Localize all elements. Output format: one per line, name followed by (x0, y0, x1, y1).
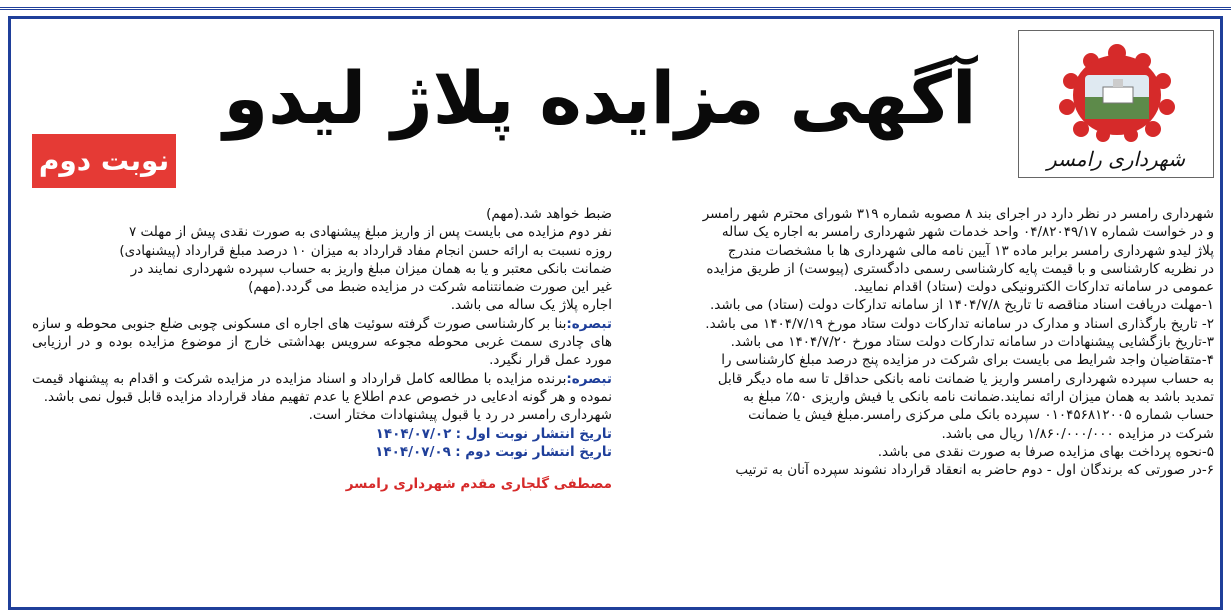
note-text: بنا بر کارشناسی صورت گرفته سوئیت های اجاره ای مسکونی چوبی ضلع جنوبی محوطه و سازه های چادری سمت غربی محوطه مجوعه سرویس بهداشتی خارج از موضوع مزایده بوده و در ارزیابی مورد عمل قرار نگیرد. (32, 315, 612, 369)
rights-statement: شهرداری رامسر در رد یا قبول پیشنهادات مختار است. (308, 407, 612, 424)
status-badge: نوبت دوم (32, 134, 176, 188)
note-label: تبصره: (566, 315, 612, 332)
text-line: اجاره پلاژ یک ساله می باشد. (450, 297, 612, 314)
text-line: نفر دوم مزایده می بایست پس از واریز مبلغ پیشنهادی به صورت نقدی پیش از مهلت ۷ (128, 224, 612, 241)
text-line: تمدید باشد به همان میزان ارائه نمایند.ضمانت نامه بانکی یا فیش واریزی ۵۰٪ مبلغ به (742, 388, 1214, 405)
note-paragraph (32, 315, 612, 370)
signer-name: مصطفی گلجاری مقدم شهرداری رامسر (345, 476, 612, 493)
logo-text: شهرداری رامسر (1047, 147, 1185, 171)
text-line: ۱-مهلت دریافت اسناد مناقصه تا تاریخ ۱۴۰۴/۷/۸ از سامانه تدارکات دولت (ستاد) می باشد. (709, 297, 1214, 314)
text-line: ۴-متقاضیان واجد شرایط می بایست برای شرکت در مزایده پنج درصد مبلغ کارشناسی را (721, 352, 1214, 369)
text-line: ضمانت بانکی معتبر و یا به همان میزان مبلغ واریز به حساب سپرده شهرداری نمایند در (130, 260, 612, 277)
text-line: شرکت در مزایده ۱/۸۶۰/۰۰۰/۰۰۰ ریال می باشد. (941, 425, 1214, 442)
text-line: به حساب سپرده شهرداری رامسر واریز یا ضمانت نامه بانکی حداقل تا سه ماه دیگر قابل (717, 370, 1214, 387)
top-border (0, 0, 1231, 10)
page-title: آگهی مزایده پلاژ لیدو (223, 56, 977, 140)
text-line: در نظریه کارشناسی و با قیمت پایه کارشناسی رسمی دادگستری (پیوست) از طریق مزایده (706, 260, 1214, 277)
publish-date: ۱۴۰۴/۰۷/۰۹ (375, 443, 451, 460)
note-paragraph (32, 370, 612, 407)
note-label: تبصره: (566, 370, 612, 387)
publish-label: تاریخ انتشار نوبت اول : (455, 425, 612, 442)
logo-emblem-icon (1019, 31, 1215, 151)
text-line: و در خواست شماره ۰۴/۸۲۰۴۹/۱۷ واحد خدمات شهر شهرداری رامسر به اجاره یک ساله (721, 224, 1214, 241)
text-line: ضبط خواهد شد.(مهم) (486, 206, 612, 222)
publish-date: ۱۴۰۴/۰۷/۰۲ (375, 425, 452, 442)
text-line: ۵-نحوه پرداخت بهای مزایده صرفا به صورت نقدی می باشد. (877, 443, 1214, 460)
text-line: حساب شماره ۰۱۰۴۵۶۸۱۲۰۰۵ سپرده بانک ملی مرکزی رامسر.مبلغ فیش یا ضمانت (748, 407, 1214, 424)
publish-date-first (32, 425, 612, 443)
text-line: ۳-تاریخ بازگشایی پیشنهادات در سامانه تدارکات دولت ستاد مورخ ۱۴۰۴/۷/۲۰ می باشد. (730, 334, 1214, 351)
text-line: عمومی در سامانه تدارکات الکترونیکی دولت (ستاد) اقدام نمایید. (853, 279, 1214, 296)
text-line: ۲- تاریخ بارگذاری اسناد و مدارک در سامانه تدارکات دولت ستاد مورخ ۱۴۰۴/۷/۱۹ می باشد. (705, 315, 1214, 332)
publish-date-second (32, 443, 612, 461)
right-column (628, 205, 1214, 479)
text-line: شهرداری رامسر در نظر دارد در اجرای بند ۸ مصوبه شماره ۳۱۹ شورای محترم شهر رامسر (702, 206, 1214, 222)
text-line: غیر این صورت ضمانتنامه شرکت در مزایده ضبط می گردد.(مهم) (248, 279, 612, 296)
municipality-logo (1018, 30, 1214, 178)
text-line: ۶-در صورتی که برندگان اول - دوم حاضر به انعقاد قرارداد نشوند سپرده آنان به ترتیب (735, 462, 1214, 479)
text-line: روزه نسبت به ارائه حسن انجام مفاد قرارداد به میزان ۱۰ درصد مبلغ قرارداد (پیشنهادی) (119, 242, 612, 259)
left-column (32, 205, 612, 493)
text-line: پلاژ لیدو شهرداری رامسر برابر ماده ۱۳ آیین نامه مالی شهرداری ها با مشخصات مندرج (727, 242, 1214, 259)
note-text: برنده مزایده با مطالعه کامل قرارداد و اسناد مزایده در مزایده شرکت و اقدام به پیشنهاد قیمت نموده و هر گونه ادعایی در خصوص عدم اطلاع یا عدم تفهیم مفاد قرارداد مزایده قابل قبول نمی باشد. (32, 370, 612, 405)
publish-label: تاریخ انتشار نوبت دوم : (455, 443, 612, 460)
